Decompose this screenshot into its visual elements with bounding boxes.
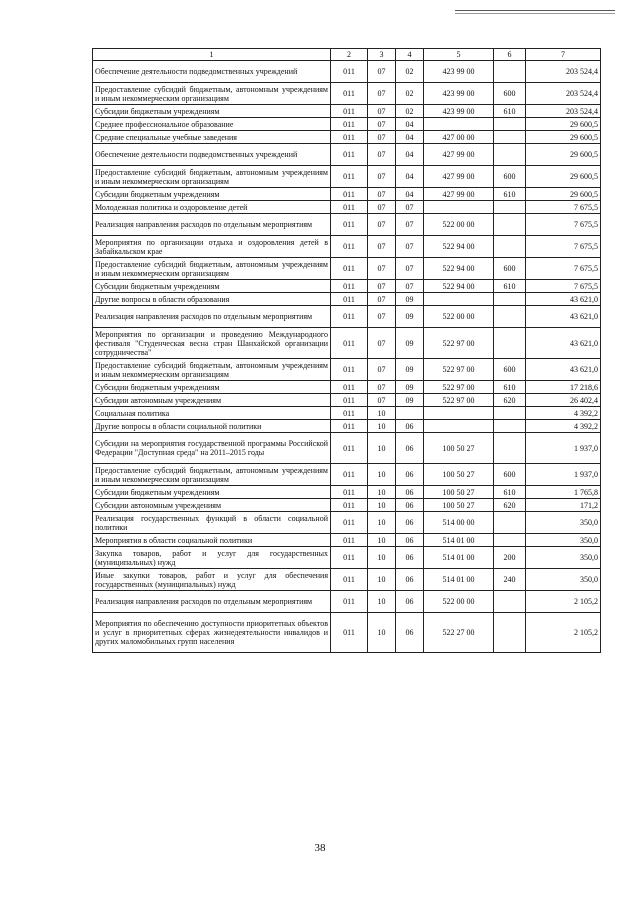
- row-section-code: 07: [368, 394, 396, 407]
- row-section-code: 07: [368, 83, 396, 105]
- row-name: Среднее профессиональное образование: [93, 118, 331, 131]
- row-subsection-code: [396, 407, 424, 420]
- row-target-code: 514 01 00: [424, 569, 494, 591]
- row-subsection-code: 09: [396, 381, 424, 394]
- row-expense-type-code: 600: [494, 359, 526, 381]
- row-target-code: 100 50 27: [424, 433, 494, 464]
- row-amount: 29 600,5: [526, 131, 601, 144]
- row-section-code: 07: [368, 201, 396, 214]
- row-target-code: 100 50 27: [424, 464, 494, 486]
- row-name: Средние специальные учебные заведения: [93, 131, 331, 144]
- row-expense-type-code: [494, 236, 526, 258]
- row-section-code: 07: [368, 214, 396, 236]
- row-subsection-code: 06: [396, 547, 424, 569]
- row-section-code: 10: [368, 433, 396, 464]
- row-target-code: 522 97 00: [424, 394, 494, 407]
- table-row: [93, 534, 601, 547]
- row-subsection-code: 06: [396, 613, 424, 653]
- table-row: [93, 236, 601, 258]
- row-subsection-code: 07: [396, 258, 424, 280]
- row-section-code: 10: [368, 512, 396, 534]
- row-expense-type-code: [494, 420, 526, 433]
- page-number: 38: [314, 842, 326, 854]
- row-name: Другие вопросы в области образования: [93, 293, 331, 306]
- table-row: [93, 61, 601, 83]
- table-row: [93, 83, 601, 105]
- row-amount: 171,2: [526, 499, 601, 512]
- row-ministry-code: 011: [331, 591, 368, 613]
- header-col-1: 1: [93, 49, 331, 61]
- row-ministry-code: 011: [331, 188, 368, 201]
- row-expense-type-code: 620: [494, 499, 526, 512]
- row-expense-type-code: 600: [494, 83, 526, 105]
- row-amount: 43 621,0: [526, 293, 601, 306]
- row-name: Социальная политика: [93, 407, 331, 420]
- row-subsection-code: 09: [396, 359, 424, 381]
- row-ministry-code: 011: [331, 306, 368, 328]
- row-expense-type-code: [494, 591, 526, 613]
- row-amount: 17 218,6: [526, 381, 601, 394]
- row-name: Реализация направления расходов по отдельным мероприятиям: [93, 306, 331, 328]
- row-expense-type-code: [494, 201, 526, 214]
- row-amount: 203 524,4: [526, 83, 601, 105]
- table-row: [93, 547, 601, 569]
- row-ministry-code: 011: [331, 83, 368, 105]
- row-amount: 29 600,5: [526, 118, 601, 131]
- table-row: [93, 499, 601, 512]
- row-target-code: 514 01 00: [424, 534, 494, 547]
- row-amount: 2 105,2: [526, 591, 601, 613]
- row-name: Реализация направления расходов по отдельным мероприятиям: [93, 591, 331, 613]
- row-section-code: 07: [368, 236, 396, 258]
- row-section-code: 07: [368, 328, 396, 359]
- row-subsection-code: 07: [396, 201, 424, 214]
- row-section-code: 10: [368, 534, 396, 547]
- row-subsection-code: 09: [396, 293, 424, 306]
- table-row: [93, 512, 601, 534]
- row-ministry-code: 011: [331, 293, 368, 306]
- row-name: Субсидии на мероприятия государственной программы Российской Федерации "Доступная среда" на 2011–2015 годы: [93, 433, 331, 464]
- table-row: [93, 144, 601, 166]
- row-section-code: 10: [368, 464, 396, 486]
- row-subsection-code: 04: [396, 166, 424, 188]
- row-target-code: 427 00 00: [424, 131, 494, 144]
- row-target-code: [424, 407, 494, 420]
- row-subsection-code: 07: [396, 236, 424, 258]
- row-amount: 2 105,2: [526, 613, 601, 653]
- row-section-code: 07: [368, 166, 396, 188]
- row-expense-type-code: 600: [494, 166, 526, 188]
- row-target-code: 423 99 00: [424, 83, 494, 105]
- row-ministry-code: 011: [331, 328, 368, 359]
- row-subsection-code: 04: [396, 118, 424, 131]
- table-row: [93, 420, 601, 433]
- table-row: [93, 328, 601, 359]
- row-target-code: 427 99 00: [424, 144, 494, 166]
- row-ministry-code: 011: [331, 420, 368, 433]
- row-amount: 1 937,0: [526, 464, 601, 486]
- table-row: [93, 591, 601, 613]
- row-subsection-code: 06: [396, 512, 424, 534]
- table-row: [93, 258, 601, 280]
- row-name: Молодежная политика и оздоровление детей: [93, 201, 331, 214]
- row-section-code: 07: [368, 105, 396, 118]
- row-amount: 203 524,4: [526, 105, 601, 118]
- row-ministry-code: 011: [331, 105, 368, 118]
- row-target-code: 522 97 00: [424, 359, 494, 381]
- table-row: [93, 486, 601, 499]
- row-name: Предоставление субсидий бюджетным, автономным учреждениям и иным некоммерческим организациям: [93, 166, 331, 188]
- row-ministry-code: 011: [331, 258, 368, 280]
- row-ministry-code: 011: [331, 464, 368, 486]
- row-target-code: [424, 118, 494, 131]
- row-target-code: 514 00 00: [424, 512, 494, 534]
- row-section-code: 07: [368, 118, 396, 131]
- row-section-code: 10: [368, 486, 396, 499]
- row-section-code: 07: [368, 280, 396, 293]
- row-subsection-code: 07: [396, 280, 424, 293]
- row-name: Реализация государственных функций в области социальной политики: [93, 512, 331, 534]
- row-ministry-code: 011: [331, 499, 368, 512]
- row-target-code: 522 97 00: [424, 381, 494, 394]
- row-subsection-code: 06: [396, 534, 424, 547]
- row-subsection-code: 06: [396, 486, 424, 499]
- row-name: Предоставление субсидий бюджетным, автономным учреждениям и иным некоммерческим организациям: [93, 258, 331, 280]
- row-section-code: 10: [368, 613, 396, 653]
- row-target-code: 522 00 00: [424, 214, 494, 236]
- table-row: [93, 306, 601, 328]
- row-section-code: 07: [368, 188, 396, 201]
- row-target-code: 522 94 00: [424, 258, 494, 280]
- table-row: [93, 188, 601, 201]
- table-row: [93, 569, 601, 591]
- row-ministry-code: 011: [331, 144, 368, 166]
- row-ministry-code: 011: [331, 394, 368, 407]
- row-expense-type-code: [494, 534, 526, 547]
- row-amount: 26 402,4: [526, 394, 601, 407]
- row-ministry-code: 011: [331, 166, 368, 188]
- row-expense-type-code: [494, 144, 526, 166]
- table-row: [93, 280, 601, 293]
- table-row: [93, 433, 601, 464]
- row-target-code: 100 50 27: [424, 499, 494, 512]
- row-name: Иные закупки товаров, работ и услуг для обеспечения государственных (муниципальных) нужд: [93, 569, 331, 591]
- row-section-code: 07: [368, 144, 396, 166]
- row-target-code: 514 01 00: [424, 547, 494, 569]
- row-ministry-code: 011: [331, 118, 368, 131]
- row-ministry-code: 011: [331, 61, 368, 83]
- row-section-code: 10: [368, 407, 396, 420]
- row-subsection-code: 06: [396, 433, 424, 464]
- table-row: [93, 105, 601, 118]
- table-row: [93, 359, 601, 381]
- budget-table: [92, 48, 601, 653]
- top-rule-secondary: [455, 13, 615, 14]
- row-amount: 203 524,4: [526, 61, 601, 83]
- row-ministry-code: 011: [331, 433, 368, 464]
- row-subsection-code: 06: [396, 591, 424, 613]
- row-expense-type-code: 600: [494, 464, 526, 486]
- row-name: Обеспечение деятельности подведомственных учреждений: [93, 144, 331, 166]
- row-expense-type-code: 610: [494, 188, 526, 201]
- table-row: [93, 613, 601, 653]
- row-amount: 1 765,8: [526, 486, 601, 499]
- row-expense-type-code: [494, 293, 526, 306]
- row-section-code: 10: [368, 547, 396, 569]
- row-target-code: 522 27 00: [424, 613, 494, 653]
- row-amount: 7 675,5: [526, 280, 601, 293]
- row-amount: 43 621,0: [526, 359, 601, 381]
- row-ministry-code: 011: [331, 280, 368, 293]
- table-row: [93, 407, 601, 420]
- table-row: [93, 464, 601, 486]
- row-name: Предоставление субсидий бюджетным, автономным учреждениям и иным некоммерческим организациям: [93, 464, 331, 486]
- row-name: Реализация направления расходов по отдельным мероприятиям: [93, 214, 331, 236]
- header-row: [93, 49, 601, 61]
- row-name: Субсидии бюджетным учреждениям: [93, 188, 331, 201]
- row-ministry-code: 011: [331, 201, 368, 214]
- header-col-3: 3: [368, 49, 396, 61]
- row-section-code: 07: [368, 61, 396, 83]
- row-ministry-code: 011: [331, 534, 368, 547]
- row-ministry-code: 011: [331, 381, 368, 394]
- row-target-code: 427 99 00: [424, 166, 494, 188]
- row-ministry-code: 011: [331, 359, 368, 381]
- row-amount: 4 392,2: [526, 407, 601, 420]
- row-name: Субсидии бюджетным учреждениям: [93, 486, 331, 499]
- row-expense-type-code: 610: [494, 105, 526, 118]
- table-row: [93, 131, 601, 144]
- row-subsection-code: 04: [396, 131, 424, 144]
- row-expense-type-code: 240: [494, 569, 526, 591]
- row-amount: 350,0: [526, 547, 601, 569]
- table-row: [93, 293, 601, 306]
- row-section-code: 10: [368, 420, 396, 433]
- row-section-code: 07: [368, 381, 396, 394]
- row-section-code: 07: [368, 359, 396, 381]
- row-target-code: 522 94 00: [424, 236, 494, 258]
- row-name: Мероприятия в области социальной политики: [93, 534, 331, 547]
- row-amount: 43 621,0: [526, 306, 601, 328]
- table-row: [93, 214, 601, 236]
- table-body: [93, 61, 601, 653]
- row-subsection-code: 02: [396, 61, 424, 83]
- row-target-code: 100 50 27: [424, 486, 494, 499]
- row-subsection-code: 09: [396, 306, 424, 328]
- row-section-code: 07: [368, 131, 396, 144]
- row-expense-type-code: [494, 512, 526, 534]
- row-subsection-code: 07: [396, 214, 424, 236]
- row-amount: 29 600,5: [526, 188, 601, 201]
- row-expense-type-code: [494, 61, 526, 83]
- row-expense-type-code: [494, 407, 526, 420]
- row-subsection-code: 02: [396, 83, 424, 105]
- table-row: [93, 201, 601, 214]
- header-col-2: 2: [331, 49, 368, 61]
- row-ministry-code: 011: [331, 236, 368, 258]
- row-expense-type-code: 600: [494, 258, 526, 280]
- table-row: [93, 166, 601, 188]
- row-ministry-code: 011: [331, 407, 368, 420]
- row-subsection-code: 09: [396, 328, 424, 359]
- row-name: Субсидии бюджетным учреждениям: [93, 105, 331, 118]
- row-target-code: 522 97 00: [424, 328, 494, 359]
- header-col-4: 4: [396, 49, 424, 61]
- row-ministry-code: 011: [331, 131, 368, 144]
- row-amount: 7 675,5: [526, 236, 601, 258]
- row-subsection-code: 09: [396, 394, 424, 407]
- row-amount: 29 600,5: [526, 166, 601, 188]
- row-target-code: 522 00 00: [424, 591, 494, 613]
- row-expense-type-code: [494, 433, 526, 464]
- row-name: Предоставление субсидий бюджетным, автономным учреждениям и иным некоммерческим организациям: [93, 359, 331, 381]
- row-name: Субсидии автономным учреждениям: [93, 394, 331, 407]
- row-subsection-code: 04: [396, 188, 424, 201]
- row-ministry-code: 011: [331, 613, 368, 653]
- row-expense-type-code: [494, 118, 526, 131]
- row-name: Закупка товаров, работ и услуг для государственных (муниципальных) нужд: [93, 547, 331, 569]
- row-name: Субсидии бюджетным учреждениям: [93, 280, 331, 293]
- row-target-code: [424, 201, 494, 214]
- row-expense-type-code: 610: [494, 486, 526, 499]
- row-section-code: 07: [368, 306, 396, 328]
- row-expense-type-code: [494, 306, 526, 328]
- row-ministry-code: 011: [331, 512, 368, 534]
- row-expense-type-code: 610: [494, 381, 526, 394]
- row-amount: 7 675,5: [526, 201, 601, 214]
- row-target-code: 427 99 00: [424, 188, 494, 201]
- row-expense-type-code: [494, 131, 526, 144]
- row-amount: 1 937,0: [526, 433, 601, 464]
- header-col-7: 7: [526, 49, 601, 61]
- row-section-code: 10: [368, 499, 396, 512]
- row-name: Мероприятия по обеспечению доступности приоритетных объектов и услуг в приоритетных сферах жизнедеятельности инвалидов и других маломобильных групп населения: [93, 613, 331, 653]
- row-amount: 4 392,2: [526, 420, 601, 433]
- row-subsection-code: 06: [396, 464, 424, 486]
- row-target-code: 423 99 00: [424, 61, 494, 83]
- header-col-5: 5: [424, 49, 494, 61]
- row-name: Предоставление субсидий бюджетным, автономным учреждениям и иным некоммерческим организациям: [93, 83, 331, 105]
- row-subsection-code: 04: [396, 144, 424, 166]
- row-name: Мероприятия по организации и проведению Международного фестиваля "Студенческая весна стран Шанхайской организации сотрудничества": [93, 328, 331, 359]
- row-name: Мероприятия по организации отдыха и оздоровления детей в Забайкальском крае: [93, 236, 331, 258]
- row-section-code: 07: [368, 258, 396, 280]
- row-name: Субсидии бюджетным учреждениям: [93, 381, 331, 394]
- row-expense-type-code: [494, 613, 526, 653]
- row-amount: 29 600,5: [526, 144, 601, 166]
- row-amount: 7 675,5: [526, 258, 601, 280]
- row-target-code: 423 99 00: [424, 105, 494, 118]
- row-expense-type-code: 200: [494, 547, 526, 569]
- row-subsection-code: 06: [396, 569, 424, 591]
- row-expense-type-code: 620: [494, 394, 526, 407]
- table-row: [93, 394, 601, 407]
- row-name: Субсидии автономным учреждениям: [93, 499, 331, 512]
- row-expense-type-code: 610: [494, 280, 526, 293]
- row-ministry-code: 011: [331, 547, 368, 569]
- row-amount: 350,0: [526, 534, 601, 547]
- row-name: Другие вопросы в области социальной политики: [93, 420, 331, 433]
- row-amount: 7 675,5: [526, 214, 601, 236]
- row-amount: 43 621,0: [526, 328, 601, 359]
- row-section-code: 10: [368, 591, 396, 613]
- row-target-code: [424, 420, 494, 433]
- table-row: [93, 118, 601, 131]
- table-row: [93, 381, 601, 394]
- row-subsection-code: 02: [396, 105, 424, 118]
- row-ministry-code: 011: [331, 214, 368, 236]
- row-amount: 350,0: [526, 512, 601, 534]
- row-target-code: [424, 293, 494, 306]
- row-ministry-code: 011: [331, 569, 368, 591]
- row-section-code: 10: [368, 569, 396, 591]
- row-expense-type-code: [494, 328, 526, 359]
- row-name: Обеспечение деятельности подведомственных учреждений: [93, 61, 331, 83]
- row-section-code: 07: [368, 293, 396, 306]
- row-subsection-code: 06: [396, 420, 424, 433]
- top-rule: [455, 10, 615, 11]
- row-ministry-code: 011: [331, 486, 368, 499]
- header-col-6: 6: [494, 49, 526, 61]
- row-target-code: 522 94 00: [424, 280, 494, 293]
- row-expense-type-code: [494, 214, 526, 236]
- row-target-code: 522 00 00: [424, 306, 494, 328]
- row-amount: 350,0: [526, 569, 601, 591]
- row-subsection-code: 06: [396, 499, 424, 512]
